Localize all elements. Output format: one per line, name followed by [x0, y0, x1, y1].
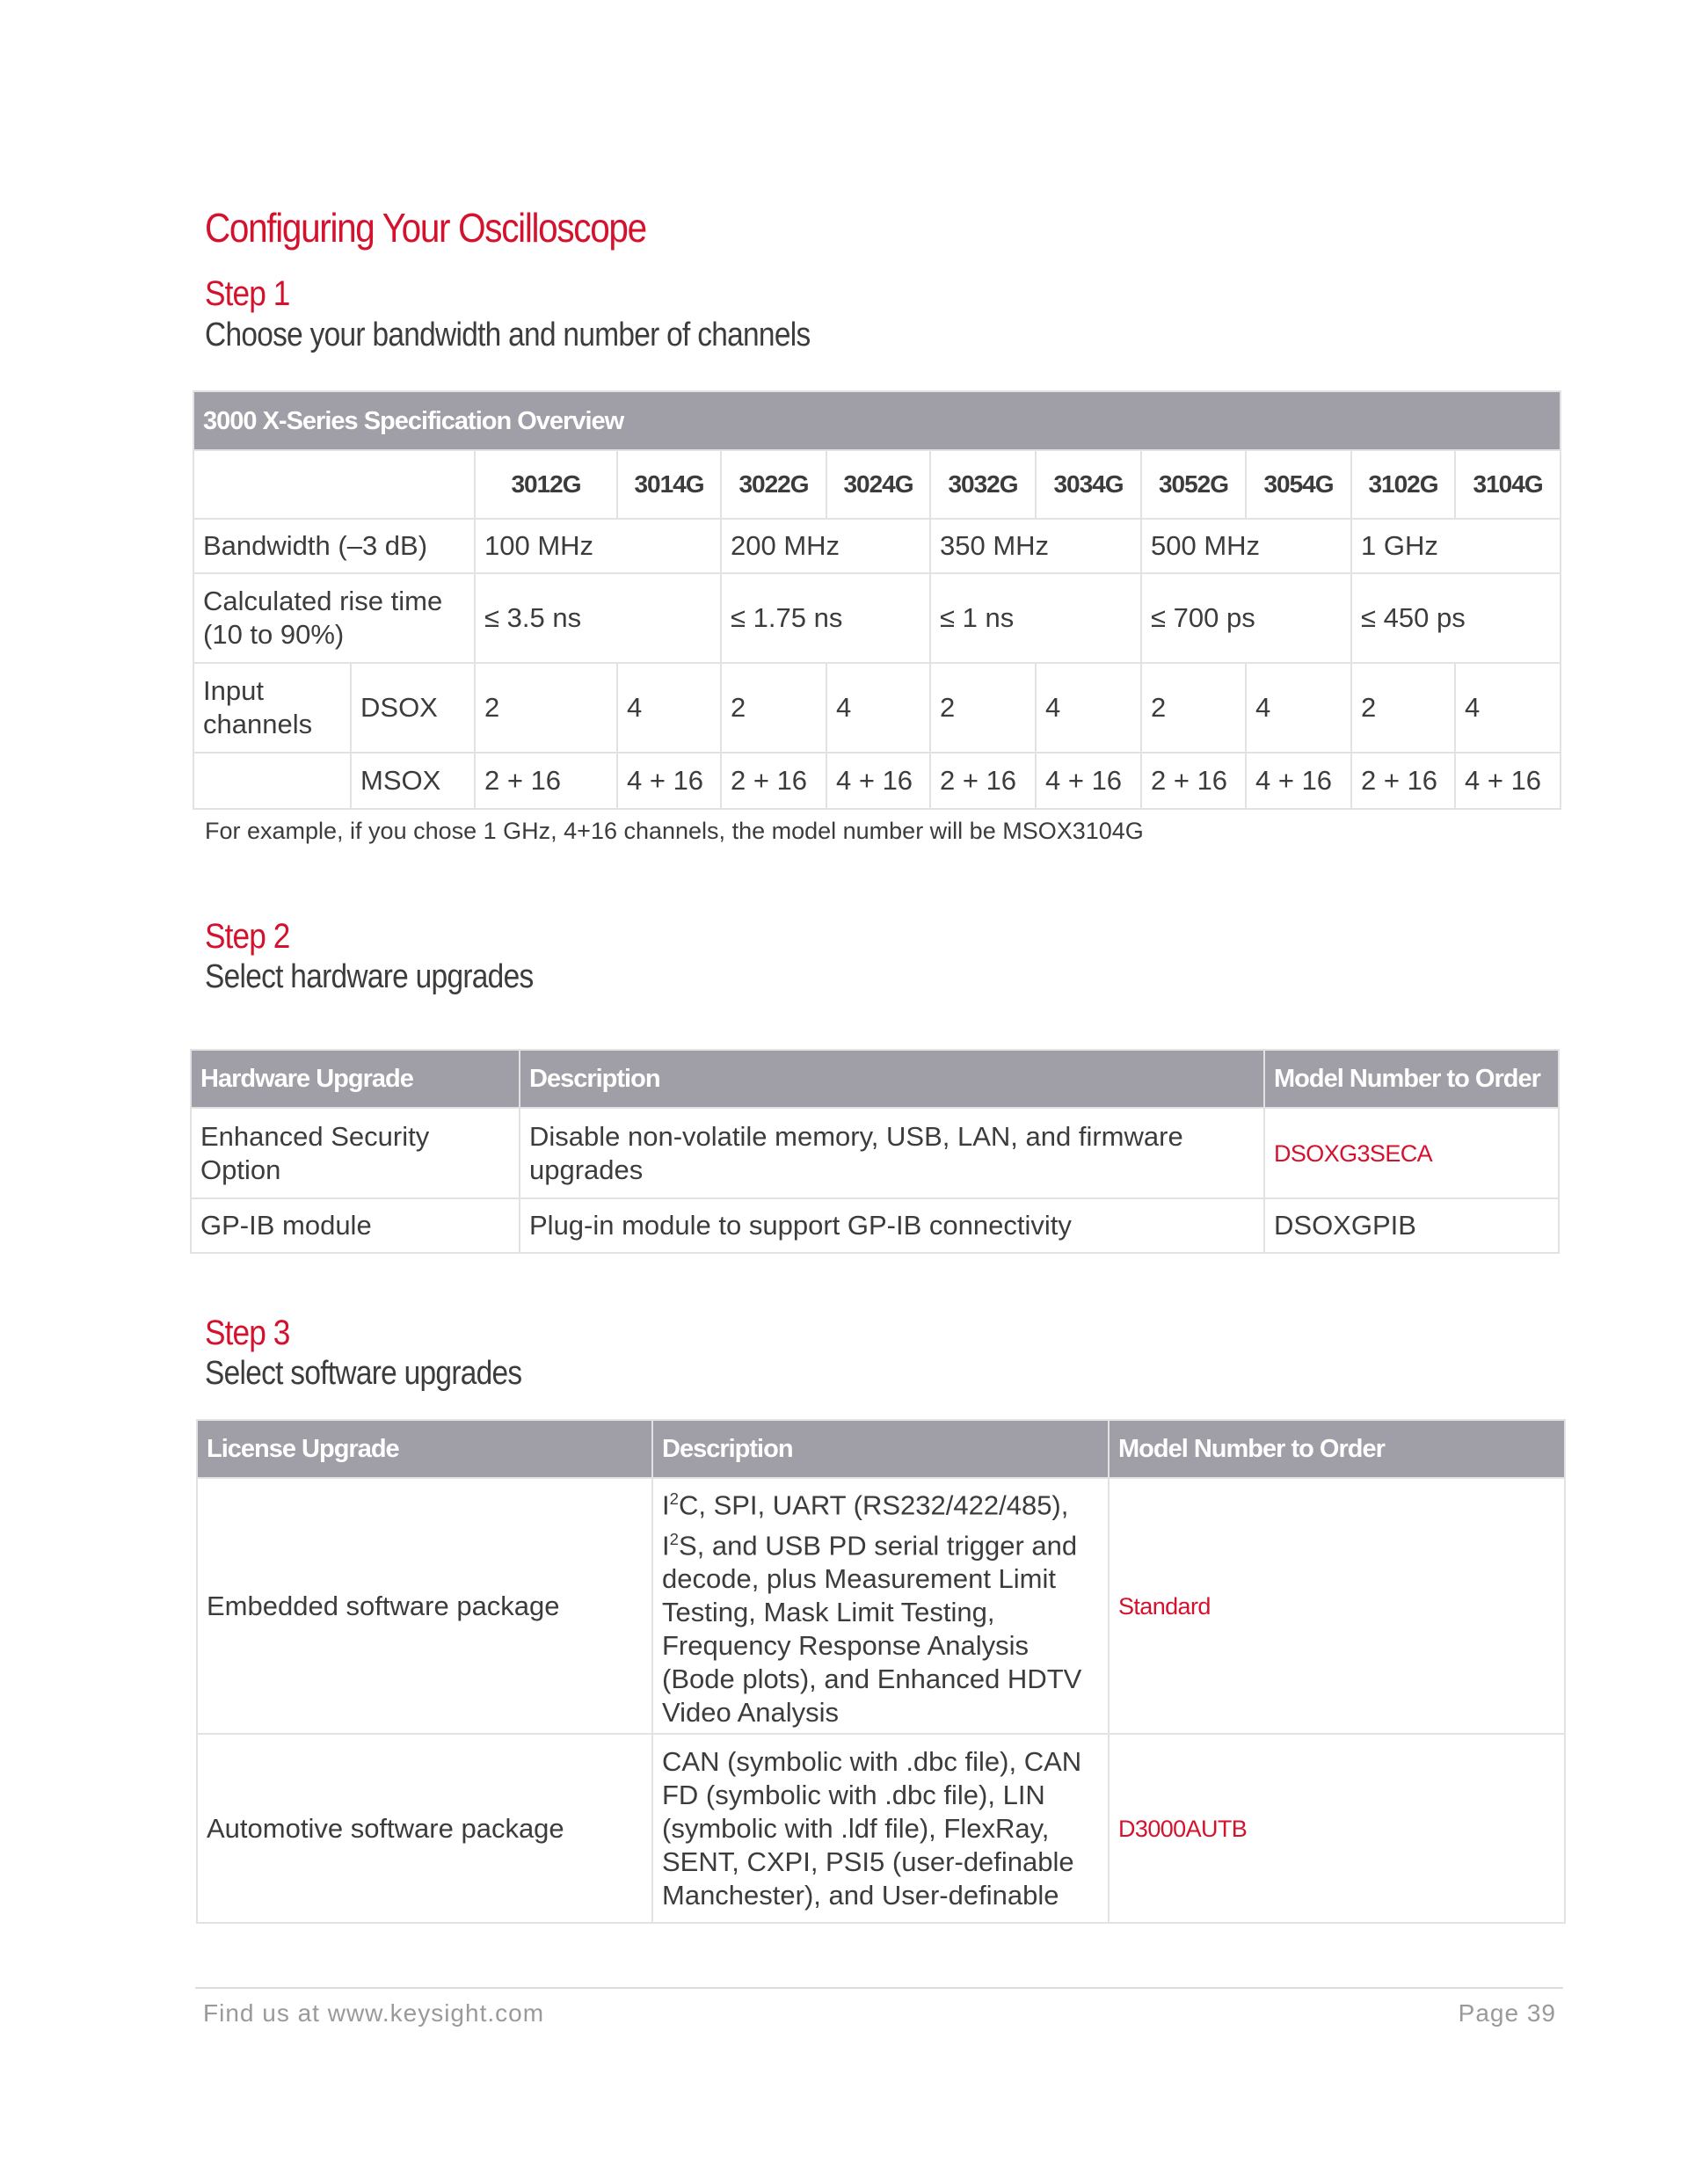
- upgrade-description: Plug-in module to support GP-IB connectivity: [520, 1198, 1264, 1253]
- cell: 2: [475, 663, 617, 753]
- cell: ≤ 3.5 ns: [475, 573, 721, 663]
- table-row: [197, 1734, 1565, 1923]
- cell: 4: [1036, 663, 1141, 753]
- text-line: Frequency Response Analysis: [662, 1629, 1030, 1661]
- text-line: decode, plus Measurement Limit: [662, 1562, 1057, 1594]
- cell: ≤ 700 ps: [1141, 573, 1351, 663]
- text-line: Enhanced Security: [200, 1120, 430, 1152]
- step3-subtitle: Select software upgrades: [205, 1355, 522, 1392]
- model-header: 3052G: [1141, 450, 1246, 519]
- column-header: Hardware Upgrade: [191, 1050, 520, 1108]
- text-line: Manchester), and User-definable: [662, 1879, 1059, 1911]
- model-header-row: [193, 450, 1561, 519]
- footer-website[interactable]: Find us at www.keysight.com: [203, 1999, 545, 2027]
- software-upgrades-table: [196, 1419, 1566, 1924]
- upgrade-name: GP-IB module: [191, 1198, 520, 1253]
- cell: 2: [1351, 663, 1455, 753]
- example-note: For example, if you chose 1 GHz, 4+16 channels, the model number will be MSOX3104G: [205, 818, 1144, 844]
- cell: 2 + 16: [1141, 753, 1246, 809]
- cell: ≤ 1 ns: [930, 573, 1141, 663]
- label-line: Calculated rise time: [203, 586, 443, 616]
- model-header: 3054G: [1246, 450, 1351, 519]
- cell: 4 + 16: [617, 753, 721, 809]
- rise-time-row: [193, 573, 1561, 663]
- label-line: channels: [203, 709, 313, 739]
- cell: 1 GHz: [1351, 519, 1561, 573]
- cell: 2 + 16: [930, 753, 1036, 809]
- model-number: DSOXGPIB: [1264, 1198, 1559, 1253]
- spec-overview-table: [193, 390, 1561, 810]
- model-header: 3014G: [617, 450, 721, 519]
- column-header: Model Number to Order: [1264, 1050, 1559, 1108]
- cell: 4: [1455, 663, 1561, 753]
- cell: ≤ 450 ps: [1351, 573, 1561, 663]
- upgrade-description: [520, 1108, 1264, 1198]
- table-row: [197, 1478, 1565, 1734]
- label-line: (10 to 90%): [203, 619, 345, 650]
- hardware-upgrades-table: [190, 1049, 1560, 1254]
- sub-label: DSOX: [351, 663, 475, 753]
- text: I: [662, 1489, 670, 1521]
- model-header: 3024G: [826, 450, 930, 519]
- cell: 350 MHz: [930, 519, 1141, 573]
- page-number: Page 39: [1458, 1999, 1556, 2027]
- superscript: 2: [669, 1529, 679, 1548]
- model-header: 3022G: [721, 450, 826, 519]
- cell: 2 + 16: [475, 753, 617, 809]
- row-label: [193, 573, 475, 663]
- step1-subtitle: Choose your bandwidth and number of channels: [205, 317, 811, 353]
- model-header: 3032G: [930, 450, 1036, 519]
- step1-label: Step 1: [205, 274, 290, 313]
- text-line: Disable non-volatile memory, USB, LAN, and firmware: [529, 1120, 1183, 1152]
- superscript: 2: [669, 1489, 679, 1509]
- step2-subtitle: Select hardware upgrades: [205, 958, 534, 995]
- bandwidth-row: [193, 519, 1561, 573]
- column-header: Model Number to Order: [1109, 1420, 1565, 1478]
- cell: 4 + 16: [1036, 753, 1141, 809]
- cell: 500 MHz: [1141, 519, 1351, 573]
- column-header: Description: [652, 1420, 1109, 1478]
- step3-label: Step 3: [205, 1314, 290, 1352]
- sub-label: MSOX: [351, 753, 475, 809]
- page-title: Configuring Your Oscilloscope: [205, 205, 646, 251]
- text-line: (symbolic with .ldf file), FlexRay,: [662, 1812, 1050, 1844]
- text-line: FD (symbolic with .dbc file), LIN: [662, 1779, 1045, 1810]
- table-row: [191, 1108, 1559, 1198]
- cell: 4: [617, 663, 721, 753]
- cell: 2 + 16: [721, 753, 826, 809]
- cell: 4: [1246, 663, 1351, 753]
- text-line: upgrades: [529, 1154, 644, 1185]
- footer-divider: [195, 1987, 1563, 1989]
- text-line: S, and USB PD serial trigger and: [678, 1529, 1078, 1561]
- model-number-link[interactable]: D3000AUTB: [1109, 1734, 1565, 1923]
- cell: 100 MHz: [475, 519, 721, 573]
- text-line: Option: [200, 1154, 281, 1185]
- row-label: Bandwidth (–3 dB): [193, 519, 475, 573]
- license-description: [652, 1478, 1109, 1734]
- cell: 2 + 16: [1351, 753, 1455, 809]
- text-line: Video Analysis: [662, 1696, 840, 1728]
- text-line: SENT, CXPI, PSI5 (user-definable: [662, 1845, 1074, 1877]
- column-header: License Upgrade: [197, 1420, 652, 1478]
- model-header: 3034G: [1036, 450, 1141, 519]
- cell: 4 + 16: [1246, 753, 1351, 809]
- model-number-link[interactable]: Standard: [1109, 1478, 1565, 1734]
- license-name: Automotive software package: [197, 1734, 652, 1923]
- upgrade-name: [191, 1108, 520, 1198]
- model-number-link[interactable]: DSOXG3SECA: [1264, 1108, 1559, 1198]
- table-row: [191, 1198, 1559, 1253]
- model-header: 3012G: [475, 450, 617, 519]
- label-line: Input: [203, 675, 264, 706]
- text-line: CAN (symbolic with .dbc file), CAN: [662, 1745, 1082, 1777]
- text-line: C, SPI, UART (RS232/422/485),: [678, 1489, 1069, 1521]
- license-name: Embedded software package: [197, 1478, 652, 1734]
- cell: 4: [826, 663, 930, 753]
- cell: 200 MHz: [721, 519, 930, 573]
- cell: 2: [930, 663, 1036, 753]
- model-header: 3102G: [1351, 450, 1455, 519]
- msox-row: [193, 753, 1561, 809]
- text-line: Testing, Mask Limit Testing,: [662, 1596, 995, 1627]
- cell: 4 + 16: [826, 753, 930, 809]
- table-title: 3000 X-Series Specification Overview: [193, 391, 1561, 450]
- cell: 2: [1141, 663, 1246, 753]
- text-line: (Bode plots), and Enhanced HDTV: [662, 1663, 1082, 1694]
- cell: 4 + 16: [1455, 753, 1561, 809]
- model-header: 3104G: [1455, 450, 1561, 519]
- column-header: Description: [520, 1050, 1264, 1108]
- text: I: [662, 1529, 670, 1561]
- row-label: [193, 663, 351, 753]
- dsox-row: [193, 663, 1561, 753]
- step2-label: Step 2: [205, 917, 290, 956]
- cell: ≤ 1.75 ns: [721, 573, 930, 663]
- cell: 2: [721, 663, 826, 753]
- license-description: [652, 1734, 1109, 1923]
